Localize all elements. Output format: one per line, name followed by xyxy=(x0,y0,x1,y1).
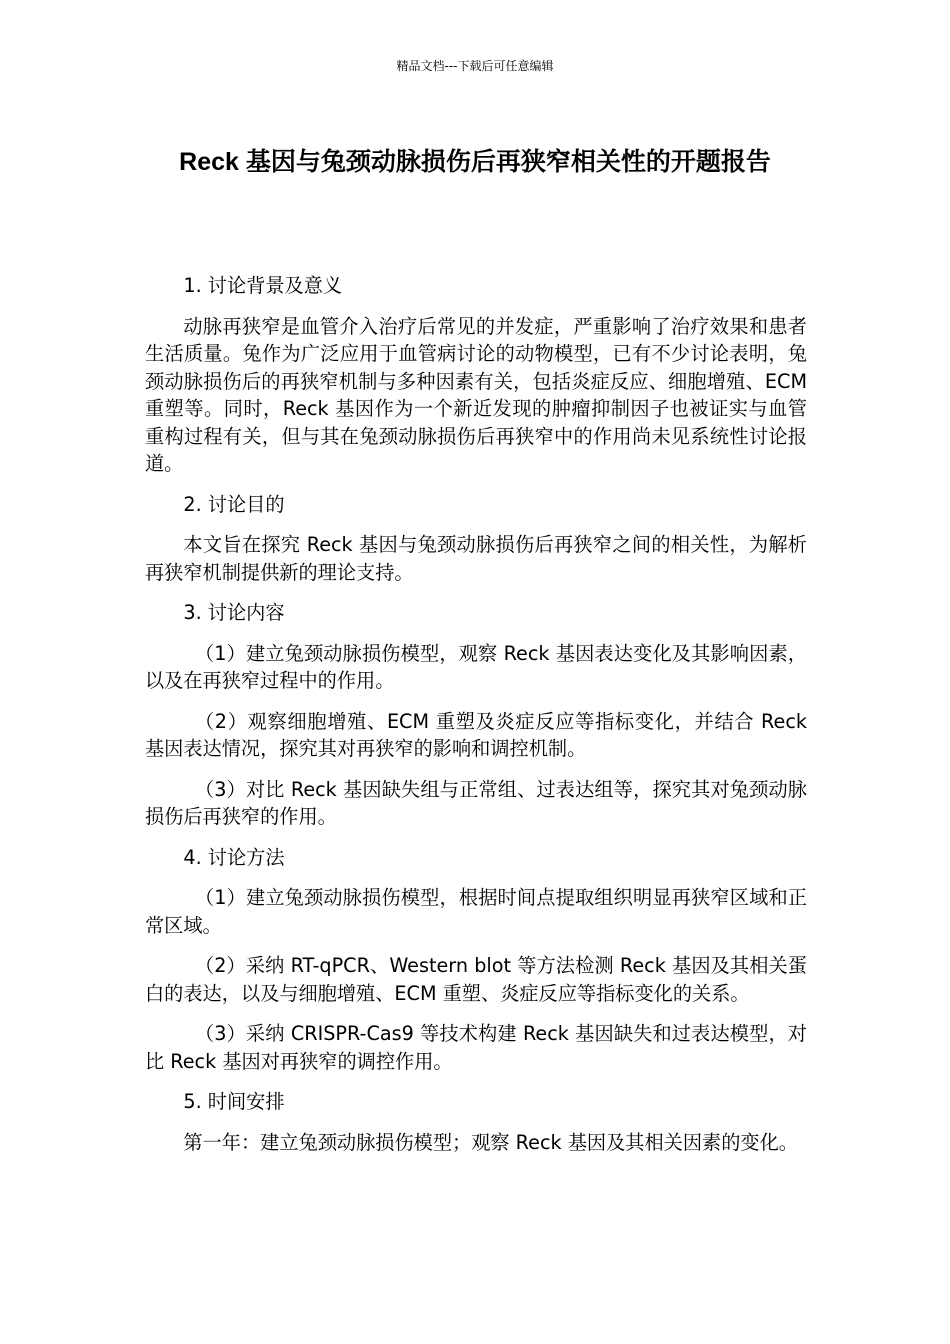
paragraph-schedule: 第一年：建立兔颈动脉损伤模型；观察 Reck 基因及其相关因素的变化。 xyxy=(183,1130,798,1154)
document-title: Reck 基因与兔颈动脉损伤后再狭窄相关性的开题报告 xyxy=(179,148,771,176)
section-heading-methods: 4. 讨论方法 xyxy=(183,845,285,869)
section-heading-content: 3. 讨论内容 xyxy=(183,601,285,624)
section-heading-purpose: 2. 讨论目的 xyxy=(183,492,285,516)
section-heading-schedule: 5. 时间安排 xyxy=(183,1090,285,1113)
paragraph-purpose: 本文旨在探究 Reck 基因与兔颈动脉损伤后再狭窄之间的相关性，为解析再狭窄机制提供新的理论支持。 xyxy=(145,533,807,584)
page-header: 精品文档---下载后可任意编辑 xyxy=(396,59,554,73)
method-item-2: （2）采纳 RT-qPCR、Western blot 等方法检测 Reck 基因及其相关蛋白的表达，以及与细胞增殖、ECM 重塑、炎症反应等指标变化的关系。 xyxy=(145,954,807,1005)
content-item-1: （1）建立兔颈动脉损伤模型，观察 Reck 基因表达变化及其影响因素，以及在再狭窄过程中的作用。 xyxy=(145,641,807,692)
method-item-3: （3）采纳 CRISPR-Cas9 等技术构建 Reck 基因缺失和过表达模型，对比 Reck 基因对再狭窄的调控作用。 xyxy=(145,1022,807,1073)
content-item-3: （3）对比 Reck 基因缺失组与正常组、过表达组等，探究其对兔颈动脉损伤后再狭窄的作用。 xyxy=(145,777,807,828)
paragraph-background: 动脉再狭窄是血管介入治疗后常见的并发症，严重影响了治疗效果和患者生活质量。兔作为广泛应用于血管病讨论的动物模型，已有不少讨论表明，兔颈动脉损伤后的再狭窄机制与多种因素有关，包括炎症反应、细胞增殖、ECM 重塑等。同时，Reck 基因作为一个新近发现的肿瘤抑制因子也被证实与血管重构过程有关，但与其在兔颈动脉损伤后再狭窄中的作用尚未见系统性讨论报道。 xyxy=(145,314,807,475)
section-heading-background: 1. 讨论背景及意义 xyxy=(183,274,343,297)
content-item-2: （2）观察细胞增殖、ECM 重塑及炎症反应等指标变化，并结合 Reck 基因表达情况，探究其对再狭窄的影响和调控机制。 xyxy=(145,709,807,760)
method-item-1: （1）建立兔颈动脉损伤模型，根据时间点提取组织明显再狭窄区域和正常区域。 xyxy=(145,886,807,937)
document-body xyxy=(145,272,807,1169)
